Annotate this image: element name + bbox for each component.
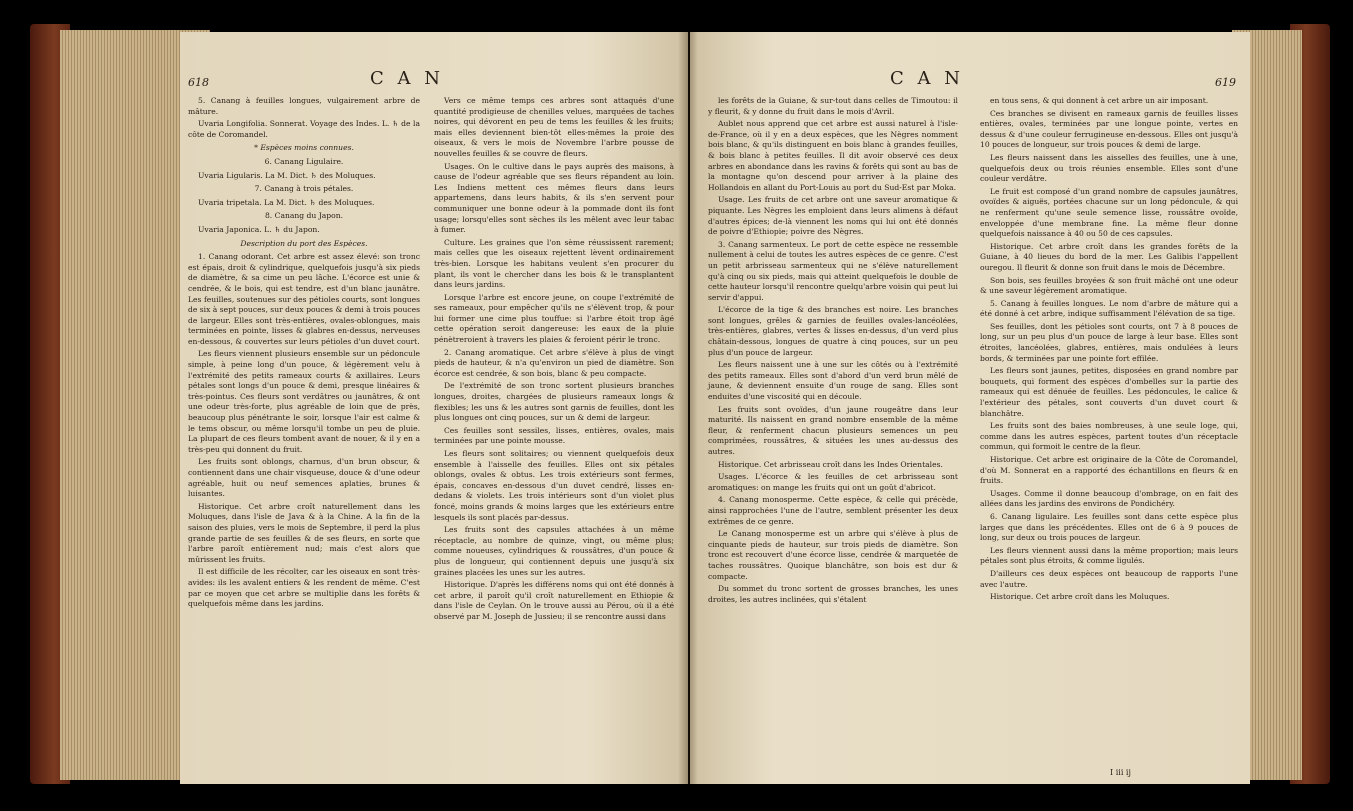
paragraph: Les fleurs viennent plusieurs ensemble sur un pédoncule simple, à peine long d'un pouce, & légèrement velu à l'extrémité des petits rameaux courts & axillaires. Leurs pétales sont longs d'un pouce & demi, presque linéaires & très-pointus. Ces fleurs sont verdâtres ou jaunâtres, & ont une odeur très-forte, plus agréable de loin que de près, beaucoup plus pénétrante le soir, lorsque l'air est calme & le tems obscur, ou même lorsqu'il tombe un peu de pluie. La plupart de ces fleurs tombent avant de nouer, & il y en a très-peu qui donnent du fruit. [188, 349, 420, 454]
paragraph: 8. Canang du Japon. [264, 211, 344, 221]
paragraph: en tous sens, & qui donnent à cet arbre un air imposant. [990, 96, 1209, 105]
paragraph: Son bois, ses feuilles broyées & son fruit mâché ont une odeur & une saveur légèrement aromatique. [980, 275, 1238, 296]
paragraph: De l'extrémité de son tronc sortent plusieurs branches longues, droites, chargées de plusieurs rameaux longs & flexibles; les uns & les autres sont garnis de feuilles, dont les plus longues ont cinq pouces, sur un & demi de largeur. [434, 381, 674, 423]
paragraph: les forêts de la Guiane, & sur-tout dans celles de Timoutou: il y fleurit, & y donne du fruit dans le mois d'Avril. [708, 96, 958, 116]
paragraph: Les fleurs naissent dans les aisselles des feuilles, une à une, quelquefois deux ou trois réunies ensemble. Elles sont d'une couleur verdâtre. [980, 152, 1238, 184]
paragraph: Historique. Cet arbrisseau croît dans les Indes Orientales. [718, 459, 943, 469]
paragraph: 7. Canang à trois pétales. [254, 184, 354, 194]
paragraph: Les fruits sont des baies nombreuses, à une seule loge, qui, comme dans les autres espèces, partent toutes d'un réceptacle commun, qui formoit le centre de la fleur. [980, 421, 1238, 452]
left-page-column-1 [188, 96, 420, 612]
paragraph: Ces feuilles sont sessiles, lisses, entières, ovales, mais terminées par une pointe mousse. [434, 425, 674, 446]
paragraph: Il est difficile de les récolter, car les oiseaux en sont très-avides: ils les avalent entiers & les rendent de même. C'est par ce moyen que cet arbre se multiplie dans les forêts & quelquefois même dans les jardins. [188, 567, 420, 609]
paragraph: Les fruits sont des capsules attachées à un même réceptacle, au nombre de quinze, vingt, ou même plus; comme noueuses, cylindriques & roussâtres, d'un pouce & plus de longueur, qui contiennent depuis une jusqu'à six graines placées les unes sur les autres. [434, 525, 674, 577]
paragraph: Historique. Cet arbre croît naturellement dans les Moluques, dans l'isle de Java & à la Chine. A la fin de la saison des pluies, vers le mois de Septembre, il perd la plus grande partie de ses feuilles & de ses fleurs, en sorte que l'arbre paroît entièrement nud; mais c'est alors que mûrissent les fruits. [188, 501, 420, 564]
right-page [690, 32, 1250, 784]
paragraph: Les fleurs naissent une à une sur les côtés ou à l'extrémité des petits rameaux. Elles sont d'abord d'un verd brun mêlé de jaune, & deviennent ensuite d'un rouge de sang. Elles sont enduites d'une viscosité qui en découle. [708, 360, 958, 402]
paragraph: Culture. Les graines que l'on sème réussissent rarement; mais celles que les oiseaux rejettent lèvent ordinairement très-bien. Lorsque les habitans veulent s'en procurer du plant, ils vont le chercher dans les bois & le transplantent dans leurs jardins. [434, 237, 674, 290]
paragraph: * Espèces moins connues. [254, 143, 354, 153]
paragraph: L'écorce de la tige & des branches est noire. Les branches sont longues, grêles & garnies de feuilles ovales-lancéolées, très-entières, glabres, vertes & lisses en-dessus, d'un verd plus châtain-dessous, longues de quatre à cinq pouces, sur un peu plus d'un pouce de largeur. [708, 305, 958, 357]
paragraph: Historique. Cet arbre croît dans les grandes forêts de la Guiane, à 40 lieues du bord de la mer. Les Galibis l'appellent ouregou. Il fleurit & donne son fruit dans le mois de Décembre. [980, 241, 1238, 272]
paragraph: 6. Canang Ligulaire. [264, 156, 344, 166]
paragraph: Uvaria tripetala. La M. Dict. ♄ des Moluques. [198, 197, 375, 207]
book-gutter [678, 32, 698, 784]
paragraph: Historique. D'après les différens noms qui ont été donnés à cet arbre, il paroît qu'il croît naturellement en Ethiopie & dans l'isle de Ceylan. On le trouve aussi au Pérou, où il a été observé par M. Joseph de Jussieu; il se rencontre aussi dans [434, 580, 674, 621]
paragraph: Ces branches se divisent en rameaux garnis de feuilles lisses entières, ovales, terminées par une longue pointe, vertes en dessus & d'une couleur ferrugineuse en-dessous. Elles ont jusqu'à 10 pouces de longueur, sur trois pouces & demi de large. [980, 108, 1238, 150]
paragraph: 1. Canang odorant. Cet arbre est assez élevé: son tronc est épais, droit & cylindrique, quelquefois jusqu'à six pieds de diamètre, & sa cime un peu lâche. L'écorce est unie & cendrée, & le bois, qui est tendre, est d'un blanc jaunâtre. Les feuilles, soutenues sur des pétioles courts, sont longues de six à sept pouces, sur deux pouces & demi à trois pouces de largeur. Elles sont très-entières, ovales-oblongues, mais terminées en pointe, lisses & glabres en-dessus, nerveuses en-dessous, & couvertes sur leurs pétioles d'un duvet court. [188, 252, 420, 346]
paragraph: Du sommet du tronc sortent de grosses branches, les unes droites, les autres inclinées, qui s'étalent [708, 584, 958, 604]
paragraph: Historique. Cet arbre croît dans les Moluques. [990, 592, 1170, 602]
open-book [30, 14, 1330, 804]
paragraph: 4. Canang monosperme. Cette espèce, & celle qui précède, ainsi rapprochées l'une de l'autre, semblent présenter les deux extrêmes de ce genre. [708, 495, 958, 526]
left-page [180, 32, 688, 784]
paragraph: Lorsque l'arbre est encore jeune, on coupe l'extrémité de ses rameaux, pour empêcher qu'ils ne s'élèvent trop, & pour lui former une cime plus touffue: si l'arbre étoit trop âgé cette opération seroit dangereuse: les eaux de la pluie pénètreroient à travers les plaies & feroient périr le tronc. [434, 292, 674, 345]
paragraph: 6. Canang ligulaire. Les feuilles sont dans cette espèce plus larges que dans les précédentes. Elles ont de 6 à 9 pouces de long, sur deux ou trois pouces de largeur. [980, 511, 1238, 543]
page-number-left: 618 [188, 76, 209, 89]
paragraph: Le Canang monosperme est un arbre qui s'élève à plus de cinquante pieds de hauteur, sur trois pieds de diamètre. Son tronc est recouvert d'une écorce lisse, cendrée & marquetée de taches roussâtres. Quoique blanchâtre, son bois est dur & compacte. [708, 529, 958, 581]
paragraph: Aublet nous apprend que cet arbre est aussi naturel à l'isle-de-France, où il y en a deux espèces, que les Nègres nomment bois blanc, & qu'ils distinguent en bois blanc à grandes feuilles, & bois blanc à petites feuilles. Il dit avoir observé ces deux arbres en abondance dans les ravins & forêts qui sont au bas de la montagne qu'on descend pour arriver à la plaine des Hollandois en allant du Port-Louis au port du Sud-Est par Moka. [708, 119, 958, 192]
paragraph: Usages. Comme il donne beaucoup d'ombrage, on en fait des allées dans les jardins des environs de Pondichéry. [980, 488, 1238, 509]
page-number-right: 619 [1215, 76, 1236, 89]
paragraph: Usage. Les fruits de cet arbre ont une saveur aromatique & piquante. Les Nègres les emploient dans leurs alimens à défaut d'autres épices; de-là viennent les noms qui lui ont été donnés de poivre d'Ethiopie; poivre des Nègres. [708, 195, 958, 237]
left-page-column-2 [434, 96, 674, 625]
paragraph: D'ailleurs ces deux espèces ont beaucoup de rapports l'une avec l'autre. [980, 568, 1238, 589]
paragraph: Les fleurs viennent aussi dans la même proportion; mais leurs pétales sont plus étroits, & comme ligulés. [980, 545, 1238, 566]
paragraph: Uvaria Japonica. L. ♄ du Japon. [198, 224, 320, 234]
paragraph: Usages. On le cultive dans le pays auprès des maisons, à cause de l'odeur agréable que ses fleurs répandent au loin. Les Indiens mettent ces mêmes fleurs dans leurs appartemens, dans leurs habits, & ils s'en servent pour communiquer une bonne odeur à la pommade dont ils font usage; lorsqu'elles sont sèches ils les mêlent avec leur tabac à fumer. [434, 161, 674, 235]
signature-mark: I iii ij [1110, 768, 1131, 777]
right-page-column-2 [980, 96, 1238, 605]
paragraph: 3. Canang sarmenteux. Le port de cette espèce ne ressemble nullement à celui de toutes les autres espèces de ce genre. C'est un petit arbrisseau sarmenteux qui ne s'élève naturellement qu'à cinq ou six pieds, mais qui atteint quelquefois le double de cette hauteur lorsqu'il rencontre quelqu'arbre voisin qui peut lui servir d'appui. [708, 239, 958, 302]
running-head-right: C A N [890, 68, 964, 89]
paragraph: Le fruit est composé d'un grand nombre de capsules jaunâtres, ovoïdes & aiguës, portées chacune sur un long pédoncule, & qui ne renferment qu'une seule semence lisse, roussâtre ovoïde, enveloppée d'une membrane fine. La même fleur donne quelquefois naissance à 40 ou 50 de ces capsules. [980, 186, 1238, 239]
paragraph: 5. Canang à feuilles longues, vulgairement arbre de mâture. [188, 96, 420, 116]
paragraph: 5. Canang à feuilles longues. Le nom d'arbre de mâture qui a été donné à cet arbre, indique suffisamment l'élévation de sa tige. [980, 298, 1238, 319]
paragraph: Les fleurs sont jaunes, petites, disposées en grand nombre par bouquets, qui forment des espèces d'ombelles sur la partie des rameaux qui est dénuée de feuilles. Les pédoncules, le calice & l'extérieur des pétales, sont couverts d'un duvet court & blanchâtre. [980, 366, 1238, 418]
paragraph: Les fruits sont ovoïdes, d'un jaune rougeâtre dans leur maturité. Ils naissent en grand nombre ensemble de la même fleur, & renferment chacun plusieurs semences un peu comprimées, roussâtres, & situées les unes au-dessus des autres. [708, 404, 958, 456]
paragraph: Historique. Cet arbre est originaire de la Côte de Coromandel, d'où M. Sonnerat en a rapporté des échantillons en fleurs & en fruits. [980, 455, 1238, 486]
paragraph: Uvaria Ligularis. La M. Dict. ♄ des Moluques. [198, 170, 376, 180]
paragraph: Uvaria Longifolia. Sonnerat. Voyage des Indes. L. ♄ de la côte de Coromandel. [188, 119, 420, 139]
paragraph: Ses feuilles, dont les pétioles sont courts, ont 7 à 8 pouces de long, sur un peu plus d'un pouce de large à leur base. Elles sont étroites, lancéolées, glabres, entières, mais ondulées à leurs bords, & terminées par une pointe fort effilée. [980, 321, 1238, 363]
paragraph: Vers ce même temps ces arbres sont attaqués d'une quantité prodigieuse de chenilles velues, marquées de taches noires, qui dévorent en peu de tems les feuilles & les fruits; mais elles deviennent bien-tôt elles-mêmes la proie des oiseaux, & vers le mois de Novembre l'arbre pousse de nouvelles feuilles & se couvre de fleurs. [434, 96, 674, 158]
paragraph: Les fleurs sont solitaires; ou viennent quelquefois deux ensemble à l'aisselle des feuilles. Elles ont six pétales oblongs, ovales & obtus. Les trois extérieurs sont fermes, épais, concaves en-dessous d'un duvet cendré, lisses en-dedans & violets. Les trois intérieurs sont d'un violet plus foncé, moins grands & moins larges que les extérieurs entre lesquels ils sont placés par-dessus. [434, 449, 674, 522]
paragraph: 2. Canang aromatique. Cet arbre s'élève à plus de vingt pieds de hauteur, & n'a qu'environ un pied de diamètre. Son écorce est cendrée, & son bois, blanc & peu compacte. [434, 347, 674, 378]
paragraph: Les fruits sont oblongs, charnus, d'un brun obscur, & contiennent dans une chair visqueuse, douce & d'une odeur agréable, huit ou neuf semences aplaties, brunes & luisantes. [188, 457, 420, 499]
paragraph: Usages. L'écorce & les feuilles de cet arbrisseau sont aromatiques: on mange les fruits qui ont un goût d'abricot. [708, 472, 958, 492]
right-page-column-1 [708, 96, 958, 607]
paragraph: Description du port des Espèces. [240, 238, 368, 248]
running-head-left: C A N [370, 68, 444, 89]
